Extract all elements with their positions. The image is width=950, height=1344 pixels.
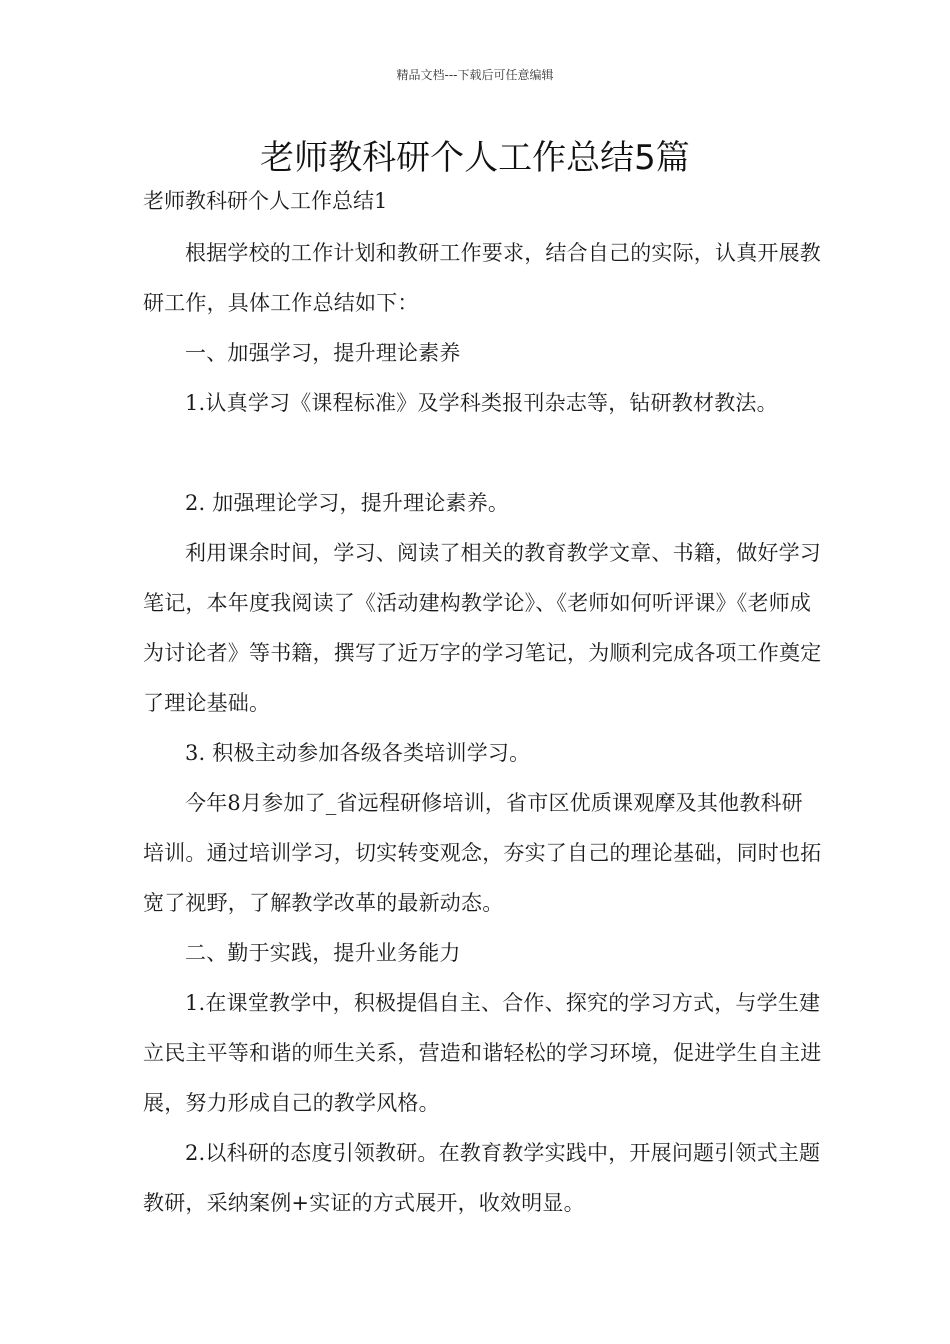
section-subtitle: 老师教科研个人工作总结1: [143, 189, 388, 213]
paragraph-intro: 根据学校的工作计划和教研工作要求，结合自己的实际，认真开展教研工作，具体工作总结如下：: [143, 241, 821, 315]
document-title: 老师教科研个人工作总结5篇: [260, 138, 690, 178]
paragraph-item-1-1: 1.认真学习《课程标准》及学科类报刊杂志等，钻研教材教法。: [185, 391, 778, 415]
paragraph-training: 今年8月参加了_省远程研修培训，省市区优质课观摩及其他教科研培训。通过培训学习，切实转变观念，夯实了自己的理论基础，同时也拓宽了视野，了解教学改革的最新动态。: [143, 791, 822, 915]
paragraph-item-2-1: 1.在课堂教学中，积极提倡自主、合作、探究的学习方式，与学生建立民主平等和谐的师生关系，营造和谐轻松的学习环境，促进学生自主进展，努力形成自己的教学风格。: [143, 991, 822, 1115]
header-note: 精品文档---下载后可任意编辑: [396, 68, 554, 82]
heading-section-two: 二、勤于实践，提升业务能力: [185, 941, 461, 965]
heading-section-one: 一、加强学习，提升理论素养: [185, 341, 461, 365]
paragraph-item-1-2: 2. 加强理论学习，提升理论素养。: [185, 491, 510, 515]
document-body: [143, 180, 823, 1228]
paragraph-item-1-3: 3. 积极主动参加各级各类培训学习。: [185, 741, 531, 765]
paragraph-item-2-2: 2.以科研的态度引领教研。在教育教学实践中，开展问题引领式主题教研，采纳案例+实证的方式展开，收效明显。: [143, 1141, 821, 1215]
paragraph-reading: 利用课余时间，学习、阅读了相关的教育教学文章、书籍，做好学习笔记，本年度我阅读了《活动建构教学论》、《老师如何听评课》《老师成为讨论者》等书籍，撰写了近万字的学习笔记，为顺利完成各项工作奠定了理论基础。: [143, 541, 822, 715]
